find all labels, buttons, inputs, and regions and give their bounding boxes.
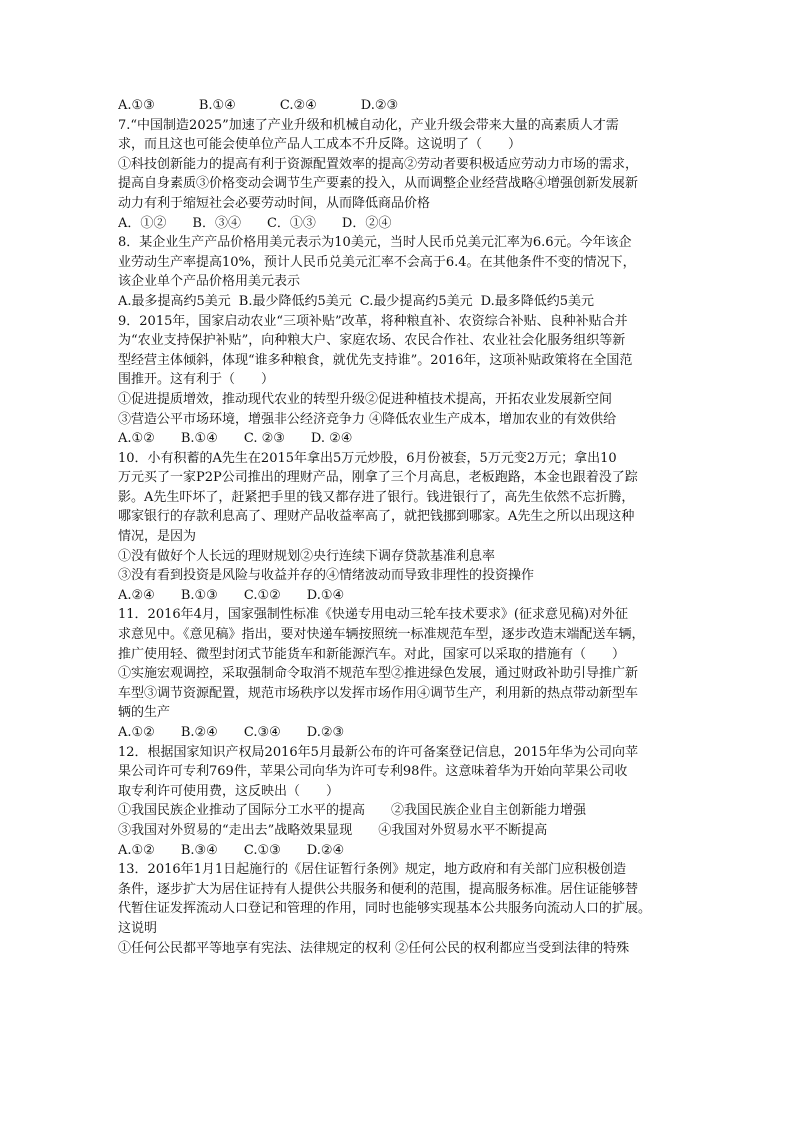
answer-option: D.①④ [306,587,345,603]
answer-option: C.②④ [279,98,317,113]
question-stem-line: 型经营主体倾斜，体现“谁多种粮食，就优先支持谁”。2016年，这项补贴政策将在全国范 [118,352,633,368]
question-stem-line: 万元买了一家P2P公司推出的理财产品，刚拿了三个月高息，老板跑路，本金也跟着没了踪 [118,470,638,486]
question-stem-line: 条件，逐步扩大为居住证持有人提供公共服务和便利的范围，提高服务标准。居住证能够替 [118,881,639,897]
question-stem-line: 该企业单个产品价格用美元表示 [118,274,301,290]
question-block [118,233,680,311]
question-block [118,449,680,606]
statement-choices-line: 辆的生产 [118,705,171,721]
answer-option: B.①③ [180,587,218,603]
statement-choices-line: ③营造公平市场环境，增强非公经济竞争力 ④降低农业生产成本，增加农业的有效供给 [118,411,617,427]
answer-option: C. ②③ [243,431,285,447]
answer-option: D．②④ [341,215,392,231]
answer-option: B.最少降低约5美元 [238,293,352,309]
answer-option: A.①③ [118,98,155,113]
answer-options-row [118,841,680,861]
statement-choices-line: ①没有做好个人长远的理财规划②央行连续下调存贷款基准利息率 [118,548,496,564]
answer-option: A.②④ [118,587,155,603]
answer-option: A．①② [118,215,167,231]
answer-option: C.最少提高约5美元 [359,293,473,309]
question-stem-line: 10．小有积蓄的A先生在2015年拿出5万元炒股，6月份被套，5万元变2万元；拿出10 [118,450,617,466]
answer-option: A.最多提高约5美元 [118,293,231,309]
answer-option: D.②④ [306,842,345,858]
question-stem-line: 为“农业支持保护补贴”，向种粮大户、家庭农场、农民合作社、农业社会化服务组织等新 [118,333,626,349]
answer-option: C.③④ [243,725,281,740]
statement-choices-line: ①实施宏观调控，采取强制命令取消不规范车型②推进绿色发展，通过财政补助引导推广新 [118,666,639,682]
statement-choices-line: ①科技创新能力的提高有利于资源配置效率的提高②劳动者要积极适应劳动力市场的需求， [118,156,639,172]
question-stem-line: 7.“中国制造2025”加速了产业升级和机械自动化，产业升级会带来大量的高素质人才需 [118,117,619,133]
question-block [118,860,680,958]
answer-options-row [118,586,680,606]
question-stem-line: 业劳动生产率提高10%，预计人民币兑美元汇率不会高于6.4。在其他条件不变的情况下， [118,254,636,270]
question-stem-line: 果公司许可专利769件，苹果公司向华为许可专利98件。这意味着华为开始向苹果公司收 [118,764,628,780]
answer-option: B．③④ [192,215,241,231]
question-block [118,605,680,742]
answer-option: D. ②④ [310,431,353,447]
statement-choices-line: 车型③调节资源配置，规范市场秩序以发挥市场作用④调节生产，利用新的热点带动新型车 [118,685,639,701]
answer-option: D.②③ [360,98,399,113]
question-stem-line: 这说明 [118,920,158,936]
answer-options-row [118,723,680,743]
question-stem-line: 9．2015年，国家启动农业“三项补贴”改革，将种粮直补、农资综合补贴、良种补贴合并 [118,313,628,329]
statement-choices-line: ①促进提质增效，推动现代农业的转型升级②促进种植技术提高，开拓农业发展新空间 [118,391,613,407]
answer-option: A.①② [118,431,155,447]
question-stem-line: 11．2016年4月，国家强制性标准《快递专用电动三轮车技术要求》(征求意见稿)对外征 [118,607,629,623]
statement-choices-line: 提高自身素质③价格变动会调节生产要素的投入，从而调整企业经营战略④增强创新发展新 [118,176,639,192]
answer-options-row [118,214,680,234]
answer-option: D.最多降低约5美元 [480,293,595,309]
answer-options-row [118,96,680,116]
question-block [118,116,680,234]
question-block [118,743,680,861]
question-stem-line: 取专利许可使用费，这反映出（ ） [118,783,340,799]
question-stem-line: 8．某企业生产产品价格用美元表示为10美元，当时人民币兑美元汇率为6.6元。今年该企 [118,235,632,251]
question-block [118,312,680,449]
statement-choices-line: ③没有看到投资是风险与收益并存的④情绪波动而导致非理性的投资操作 [118,568,535,584]
statement-choices-line: ①我国民族企业推动了国际分工水平的提高 ②我国民族企业自主创新能力增强 [118,803,587,819]
question-block [118,96,680,116]
question-list [118,96,680,958]
answer-option: C.①② [243,587,281,603]
statement-choices-line: ③我国对外贸易的“走出去”战略效果显现 ④我国对外贸易水平不断提高 [118,822,548,838]
question-stem-line: 代暂住证发挥流动人口登记和管理的作用，同时也能够实现基本公共服务向流动人口的扩展。 [118,901,652,917]
answer-option: B.①④ [180,431,218,447]
answer-option: D.②③ [306,725,345,740]
question-stem-line: 13．2016年1月1日起施行的《居住证暂行条例》规定，地方政府和有关部门应积极创造 [118,862,627,878]
question-stem-line: 12．根据国家知识产权局2016年5月最新公布的许可备案登记信息，2015年华为公司向苹 [118,744,638,760]
question-stem-line: 求意见中。《意见稿》指出，要对快递车辆按照统一标准规范车型，逐步改造末端配送车辆， [118,627,645,643]
answer-option: B.②④ [180,725,218,740]
question-stem-line: 哪家银行的存款利息高了、理财产品收益率高了，就把钱挪到哪家。A先生之所以出现这种 [118,509,635,525]
answer-options-row [118,429,680,449]
statement-choices-line: 动力有利于缩短社会必要劳动时间，从而降低商品价格 [118,195,431,211]
answer-option: B.③④ [180,842,218,858]
answer-option: C．①③ [266,215,316,231]
question-stem-line: 影。A先生吓坏了，赶紧把手里的钱又都存进了银行。钱进银行了，高先生依然不忘折腾， [118,489,635,505]
question-stem-line: 求，而且这也可能会使单位产品人工成本不升反降。这说明了（ ） [118,137,522,153]
question-stem-line: 情况，是因为 [118,529,197,545]
statement-choices-line: ①任何公民都平等地享有宪法、法律规定的权利 ②任何公民的权利都应当受到法律的特殊 [118,940,630,956]
question-stem-line: 围推开。这有利于（ ） [118,372,275,388]
answer-option: B.①④ [198,98,236,113]
answer-option: A.①② [118,725,155,740]
question-stem-line: 推广使用轻、微型封闭式节能货车和新能源汽车。对此，国家可以采取的措施有（ ） [118,646,626,662]
answer-options-row [118,292,680,312]
answer-option: C.①③ [243,842,281,858]
answer-option: A.①② [118,842,155,858]
